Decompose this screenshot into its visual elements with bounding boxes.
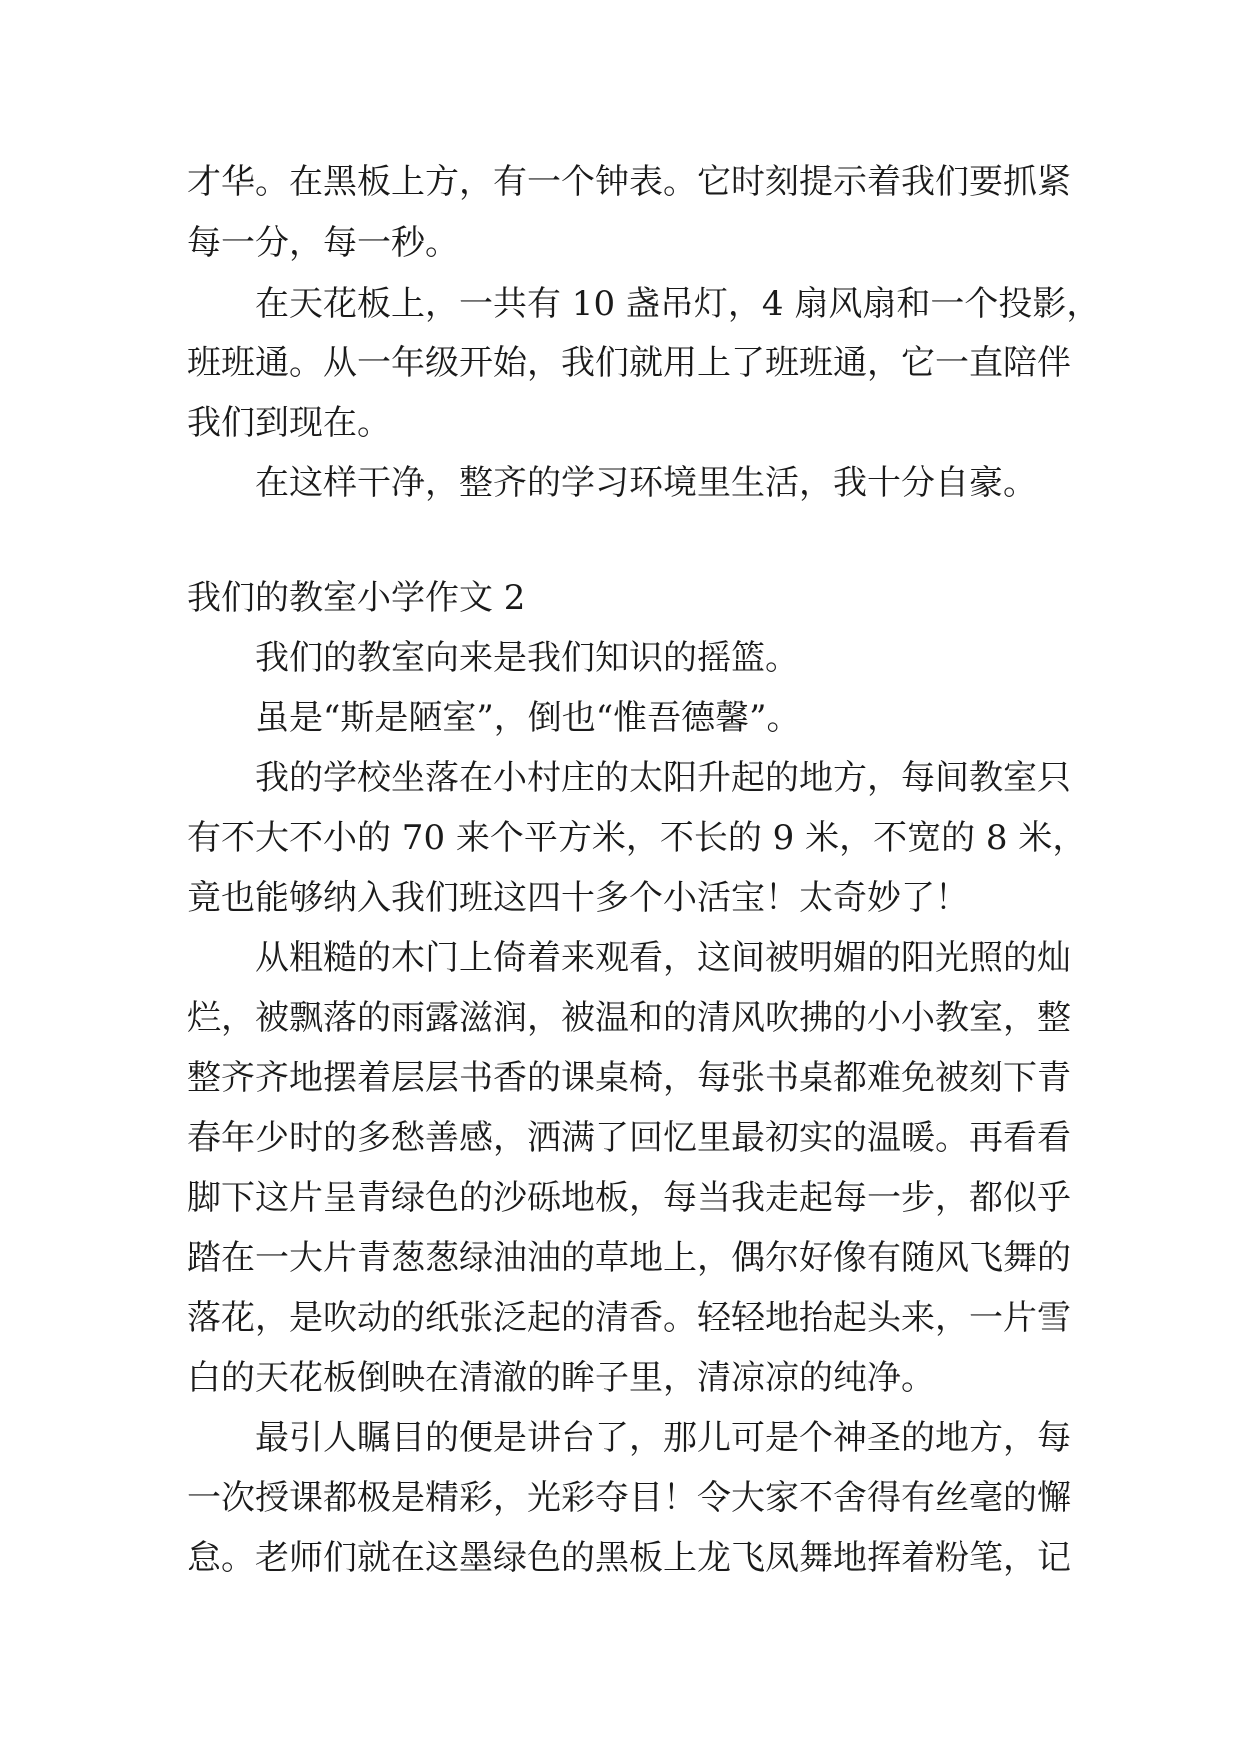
text-line: 虽是“斯是陋室”，倒也“惟吾德馨”。: [255, 698, 801, 738]
text-line: 在这样干净，整齐的学习环境里生活，我十分自豪。: [255, 463, 1037, 503]
text-line: 我们的教室向来是我们知识的摇篮。: [255, 638, 799, 678]
text-line: 竟也能够纳入我们班这四十多个小活宝！太奇妙了！: [187, 878, 969, 918]
text-line: 落花，是吹动的纸张泛起的清香。轻轻地抬起头来，一片雪: [187, 1298, 1071, 1338]
text-line: 白的天花板倒映在清澈的眸子里，清凉凉的纯净。: [187, 1358, 935, 1398]
text-line: 一次授课都极是精彩，光彩夺目！令大家不舍得有丝毫的懈: [187, 1478, 1071, 1518]
section-heading: 我们的教室小学作文 2: [187, 578, 526, 618]
text-line: 在天花板上，一共有 10 盏吊灯，4 扇风扇和一个投影，: [255, 284, 1101, 324]
text-line: 从粗糙的木门上倚着来观看，这间被明媚的阳光照的灿: [255, 938, 1071, 978]
text-line: 我的学校坐落在小村庄的太阳升起的地方，每间教室只: [255, 758, 1071, 798]
text-line: 怠。老师们就在这墨绿色的黑板上龙飞凤舞地挥着粉笔，记: [187, 1538, 1071, 1578]
text-line: 有不大不小的 70 来个平方米，不长的 9 米，不宽的 8 米，: [187, 818, 1087, 858]
text-line: 烂，被飘落的雨露滋润，被温和的清风吹拂的小小教室，整: [187, 998, 1071, 1038]
text-line: 整齐齐地摆着层层书香的课桌椅，每张书桌都难免被刻下青: [187, 1058, 1071, 1098]
text-line: 每一分，每一秒。: [187, 223, 459, 263]
text-line: 最引人瞩目的便是讲台了，那儿可是个神圣的地方，每: [255, 1418, 1071, 1458]
text-line: 春年少时的多愁善感，洒满了回忆里最初实的温暖。再看看: [187, 1118, 1071, 1158]
text-line: 班班通。从一年级开始，我们就用上了班班通，它一直陪伴: [187, 343, 1071, 383]
text-line: 踏在一大片青葱葱绿油油的草地上，偶尔好像有随风飞舞的: [187, 1238, 1071, 1278]
text-line: 我们到现在。: [187, 403, 391, 443]
text-line: 才华。在黑板上方，有一个钟表。它时刻提示着我们要抓紧: [187, 162, 1071, 202]
text-line: 脚下这片呈青绿色的沙砾地板，每当我走起每一步，都似乎: [187, 1178, 1071, 1218]
